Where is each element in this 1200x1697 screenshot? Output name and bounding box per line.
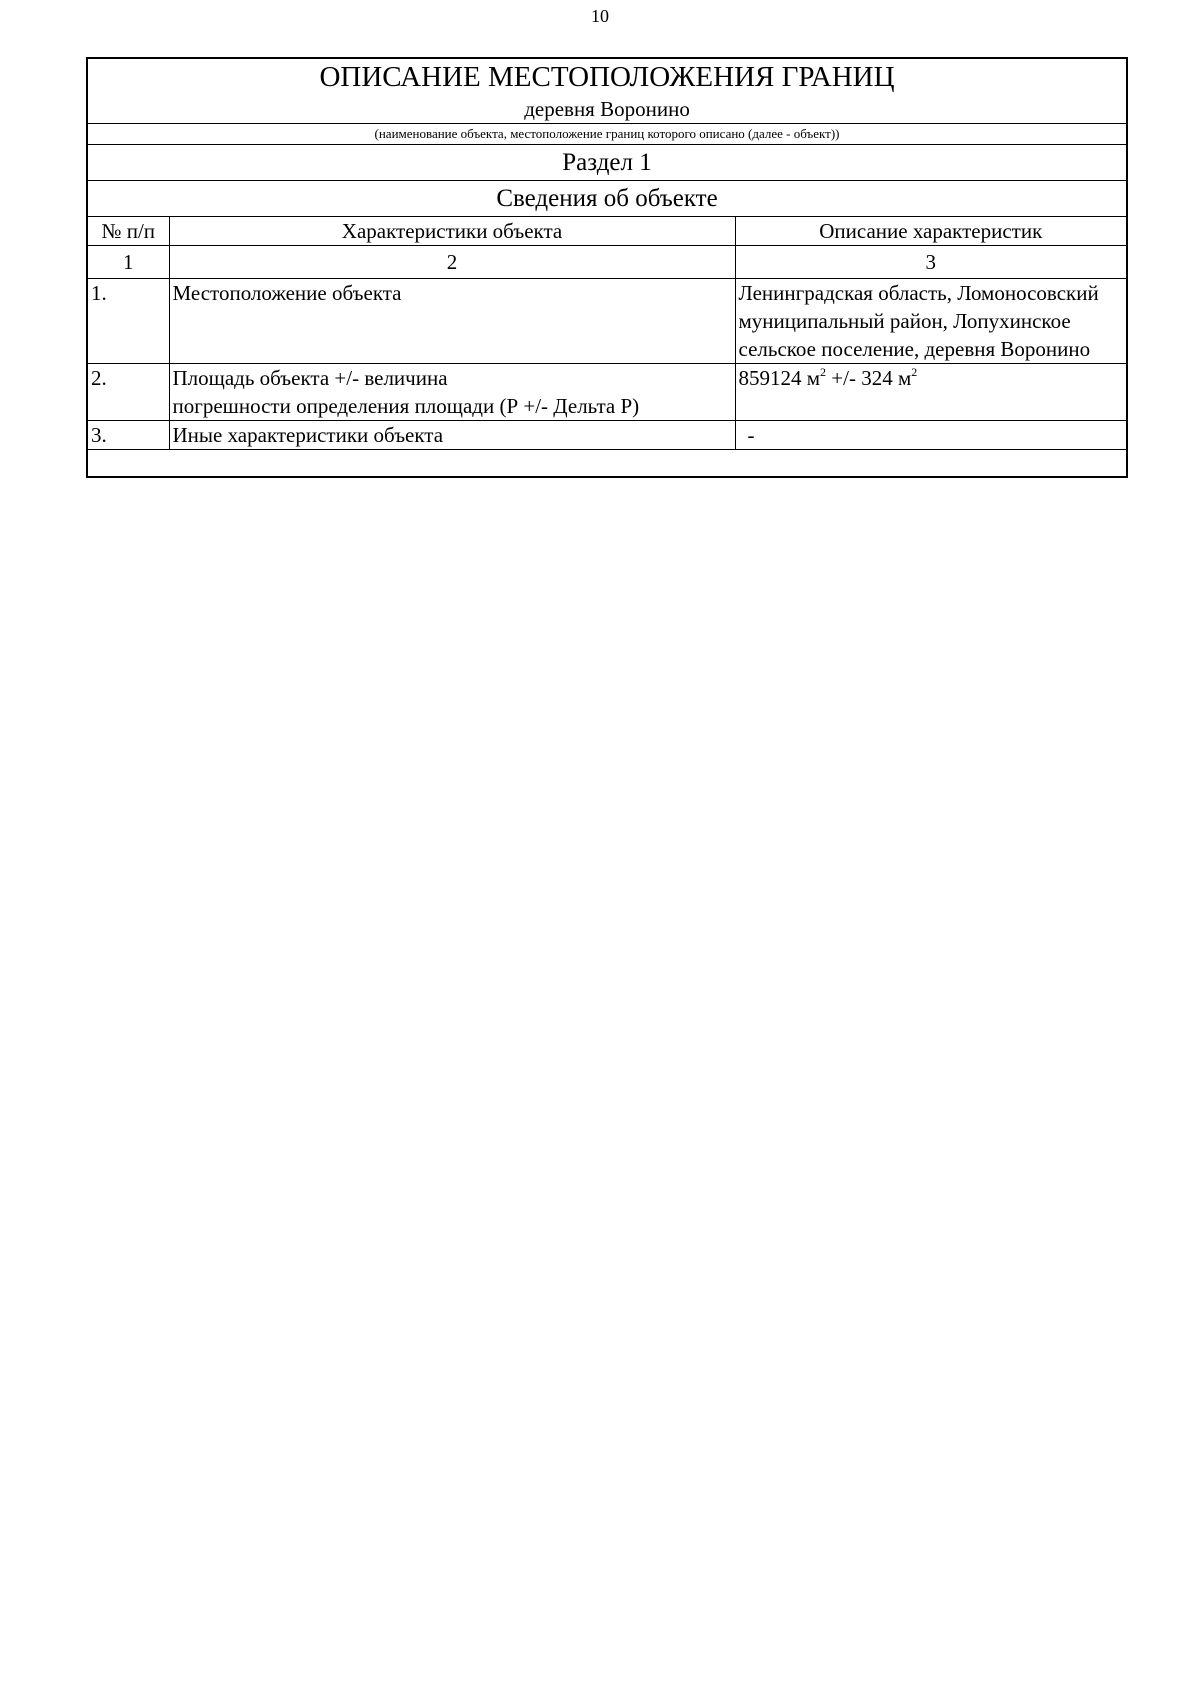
- column-header-row: [87, 217, 1127, 246]
- row-characteristic: [169, 421, 735, 450]
- row-number: 3.: [87, 421, 169, 450]
- row-characteristic: [169, 279, 735, 364]
- row-description: [735, 421, 1127, 450]
- section-title-row: [87, 181, 1127, 217]
- area-number: 859124 м: [738, 366, 821, 390]
- object-name: деревня Воронино: [524, 97, 690, 121]
- boundary-description-table: [86, 57, 1128, 478]
- row-number: 1.: [87, 279, 169, 364]
- page-number: 10: [591, 6, 609, 26]
- table-row: [87, 364, 1127, 421]
- area-value: [739, 364, 1127, 392]
- column-number-3: 3: [735, 246, 1127, 279]
- table-row: [87, 421, 1127, 450]
- area-error-unit-exponent: 2: [911, 365, 918, 379]
- characteristic-line: Площадь объекта +/- величина: [172, 366, 448, 390]
- row-description: [735, 364, 1127, 421]
- document-title: ОПИСАНИЕ МЕСТОПОЛОЖЕНИЯ ГРАНИЦ: [319, 61, 895, 93]
- characteristic-line: Местоположение объекта: [172, 281, 402, 305]
- row-description: [735, 279, 1127, 364]
- section-row: [87, 145, 1127, 181]
- title-row: [87, 58, 1127, 124]
- description-line: Ленинградская область, Ломоносовский: [738, 281, 1099, 305]
- characteristic-line: погрешности определения площади (Р +/- Дельта Р): [172, 394, 640, 418]
- object-caption: (наименование объекта, местоположение границ которого описано (далее - объект)): [87, 124, 1127, 145]
- area-unit-exponent: 2: [820, 365, 827, 379]
- column-number-1: 1: [87, 246, 169, 279]
- row-characteristic: [169, 364, 735, 421]
- description-line: сельское поселение, деревня Воронино: [738, 337, 1091, 361]
- description-line: муниципальный район, Лопухинское: [738, 309, 1071, 333]
- section-title: Сведения об объекте: [87, 181, 1127, 217]
- caption-row: [87, 124, 1127, 145]
- section-label: Раздел 1: [87, 145, 1127, 181]
- area-error: +/- 324 м: [826, 366, 912, 390]
- empty-cell: [87, 450, 1127, 478]
- title-cell: [87, 58, 1127, 124]
- table-row: [87, 279, 1127, 364]
- empty-row: [87, 450, 1127, 478]
- column-number-row: [87, 246, 1127, 279]
- column-header-description: Описание характеристик: [735, 217, 1127, 246]
- column-header-number: № п/п: [87, 217, 169, 246]
- column-number-2: 2: [169, 246, 735, 279]
- row-number: 2.: [87, 364, 169, 421]
- description-line: -: [747, 423, 755, 447]
- characteristic-line: Иные характеристики объекта: [172, 423, 444, 447]
- column-header-characteristics: Характеристики объекта: [169, 217, 735, 246]
